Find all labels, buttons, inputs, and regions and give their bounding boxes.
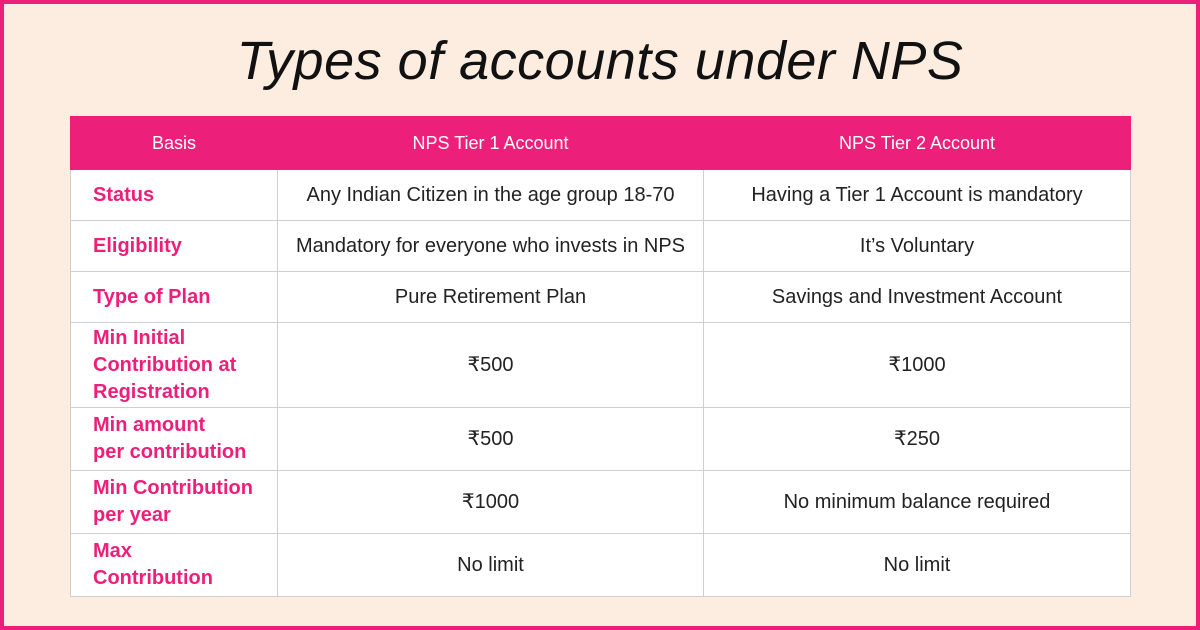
row-label-text: Min Initial Contribution at Registration [93,326,237,403]
tier1-cell: Any Indian Citizen in the age group 18-70 [278,170,704,221]
row-label [71,170,278,221]
row-label [71,534,278,597]
tier2-cell: No minimum balance required [704,471,1131,534]
tier1-cell: ₹1000 [278,471,704,534]
table-row [71,170,1131,221]
tier2-cell: Savings and Investment Account [704,272,1131,323]
table-row [71,272,1131,323]
tier2-cell: ₹250 [704,408,1131,471]
comparison-table [70,116,1131,597]
row-label-text: Type of Plan [93,285,211,308]
row-label-text: Eligibility [93,234,182,257]
page-title: Types of accounts under NPS [236,31,964,91]
row-label [71,323,278,408]
row-label [71,408,278,471]
row-label [71,272,278,323]
row-label-text: Min amount per contribution [93,414,247,463]
table-row [71,408,1131,471]
header-tier1: NPS Tier 1 Account [278,117,704,170]
row-label-text: Status [93,183,155,206]
table-row [71,534,1131,597]
tier1-cell: No limit [278,534,704,597]
tier1-cell: Mandatory for everyone who invests in NPS [278,221,704,272]
tier2-cell: Having a Tier 1 Account is mandatory [704,170,1131,221]
tier2-cell: It’s Voluntary [704,221,1131,272]
tier2-cell: ₹1000 [704,323,1131,408]
tier2-cell: No limit [704,534,1131,597]
row-label [71,221,278,272]
tier1-cell: Pure Retirement Plan [278,272,704,323]
table-row [71,471,1131,534]
tier1-cell: ₹500 [278,323,704,408]
table-header-row [71,117,1131,170]
table-row [71,221,1131,272]
tier1-cell: ₹500 [278,408,704,471]
row-label-text: Max Contribution [93,540,213,589]
table-row [71,323,1131,408]
row-label-text: Min Contribution per year [93,477,253,526]
header-basis: Basis [71,117,278,170]
row-label [71,471,278,534]
header-tier2: NPS Tier 2 Account [704,117,1131,170]
